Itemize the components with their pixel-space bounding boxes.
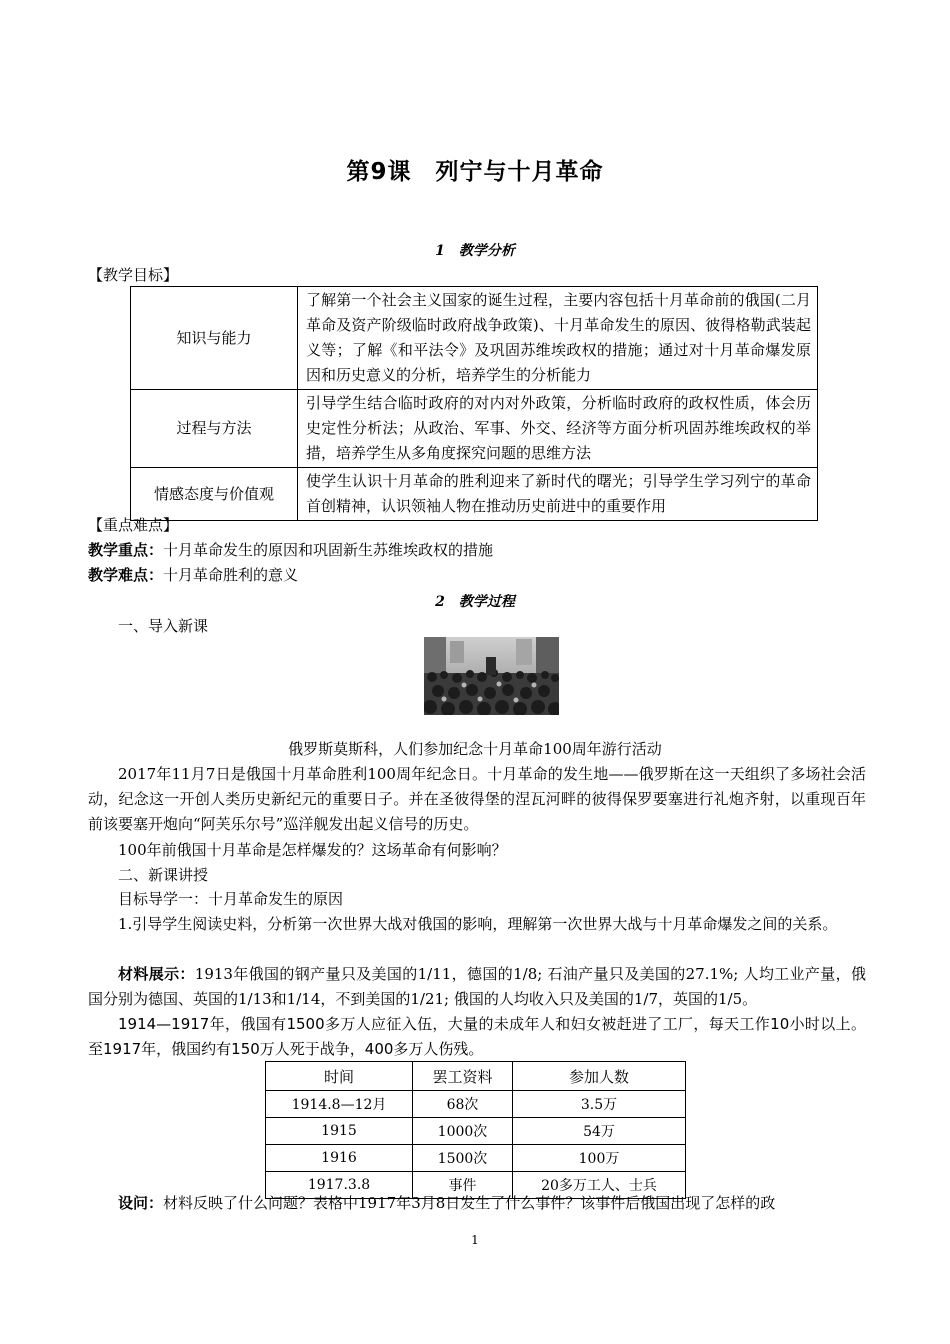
key-points-heading: 【重点难点】 <box>88 516 179 534</box>
table-cell: 1917.3.8 <box>266 1172 413 1199</box>
section-heading-process: 2 教学过程 <box>435 594 515 610</box>
table-cell: 54万 <box>513 1118 686 1145</box>
table-cell: 1916 <box>266 1145 413 1172</box>
objective-key: 过程与方法 <box>131 390 298 468</box>
question-line <box>118 1191 775 1215</box>
intro-question: 100年前俄国十月革命是怎样爆发的？这场革命有何影响？ <box>118 841 507 859</box>
question-text: 材料反映了什么问题？表格中1917年3月8日发生了什么事件？该事件后俄国出现了怎样的政 <box>163 1194 776 1212</box>
table-row <box>266 1145 686 1172</box>
lecture-heading: 二、新课讲授 <box>118 866 209 884</box>
column-header: 参加人数 <box>513 1062 686 1091</box>
intro-paragraph: 2017年11月7日是俄国十月革命胜利100周年纪念日。十月革命的发生地——俄罗斯在这一天组织了多场社会活动，纪念这一开创人类历史新纪元的重要日子。并在圣彼得堡的涅瓦河畔的彼得保罗要塞进行礼炮齐射，以重现百年前该要塞开炮向“阿芙乐尔号”巡洋舰发出起义信号的历史。 <box>88 765 866 833</box>
war-paragraph: 1914—1917年，俄国有1500多万人应征入伍，大量的未成年人和妇女被赶进了工厂，每天工作10小时以上。至1917年，俄国约有150万人死于战争，400多万人伤残。 <box>88 1015 866 1058</box>
crowd-image-icon <box>424 637 559 715</box>
objective-row <box>131 468 818 521</box>
table-cell: 100万 <box>513 1145 686 1172</box>
objective-row <box>131 287 818 390</box>
material-text: 1913年俄国的钢产量只及美国的1/11，德国的1/8; 石油产量只及美国的27.1%; 人均工业产量，俄国分别为德国、英国的1/13和1/14，不到美国的1/21; 俄国的人均收入只及美国的1/7，英国的1/5。 <box>88 965 866 1008</box>
table-header-row <box>266 1062 686 1091</box>
objective-key: 知识与能力 <box>131 287 298 390</box>
table-cell: 68次 <box>413 1091 513 1118</box>
parade-photo <box>424 637 559 715</box>
page-number: 1 <box>471 1233 479 1247</box>
teaching-difficulty <box>88 563 298 587</box>
objective-text: 了解第一个社会主义国家的诞生过程，主要内容包括十月革命前的俄国(二月革命及资产阶级临时政府战争政策)、十月革命发生的原因、彼得格勒武装起义等；了解《和平法令》及巩固苏维埃政权的措施；通过对十月革命爆发原因和历史意义的分析，培养学生的分析能力 <box>298 287 818 390</box>
column-header: 时间 <box>266 1062 413 1091</box>
photo-caption: 俄罗斯莫斯科，人们参加纪念十月革命100周年游行活动 <box>288 740 662 758</box>
objectives-table <box>130 286 818 521</box>
table-cell: 1500次 <box>413 1145 513 1172</box>
material-paragraph <box>88 962 866 1012</box>
goals-heading: 【教学目标】 <box>88 266 179 284</box>
table-row <box>266 1118 686 1145</box>
teaching-difficulty-text: 十月革命胜利的意义 <box>163 566 299 584</box>
table-cell: 1915 <box>266 1118 413 1145</box>
teaching-focus-text: 十月革命发生的原因和巩固新生苏维埃政权的措施 <box>163 541 494 559</box>
column-header: 罢工资料 <box>413 1062 513 1091</box>
table-row <box>266 1091 686 1118</box>
section-heading-analysis: 1 教学分析 <box>435 243 515 259</box>
teaching-focus <box>88 538 493 562</box>
question-label: 设问： <box>118 1194 164 1212</box>
objective-text: 引导学生结合临时政府的对内对外政策，分析临时政府的政权性质，体会历史定性分析法；从政治、军事、外交、经济等方面分析巩固苏维埃政权的举措，培养学生从多角度探究问题的思维方法 <box>298 390 818 468</box>
teaching-focus-label: 教学重点： <box>88 541 164 559</box>
teaching-difficulty-label: 教学难点： <box>88 566 164 584</box>
goal1-heading: 目标导学一：十月革命发生的原因 <box>118 890 344 908</box>
lesson-title: 第9课 列宁与十月革命 <box>346 159 604 185</box>
intro-heading: 一、导入新课 <box>118 617 209 635</box>
table-cell: 3.5万 <box>513 1091 686 1118</box>
strike-table <box>265 1061 686 1199</box>
goal1-paragraph: 1.引导学生阅读史料，分析第一次世界大战对俄国的影响，理解第一次世界大战与十月革命爆发之间的关系。 <box>118 915 838 933</box>
objective-key: 情感态度与价值观 <box>131 468 298 521</box>
table-cell: 20多万工人、士兵 <box>513 1172 686 1199</box>
material-label: 材料展示： <box>118 965 195 983</box>
table-cell: 事件 <box>413 1172 513 1199</box>
table-cell: 1000次 <box>413 1118 513 1145</box>
objective-row <box>131 390 818 468</box>
table-cell: 1914.8—12月 <box>266 1091 413 1118</box>
objective-text: 使学生认识十月革命的胜利迎来了新时代的曙光；引导学生学习列宁的革命首创精神，认识领袖人物在推动历史前进中的重要作用 <box>298 468 818 521</box>
